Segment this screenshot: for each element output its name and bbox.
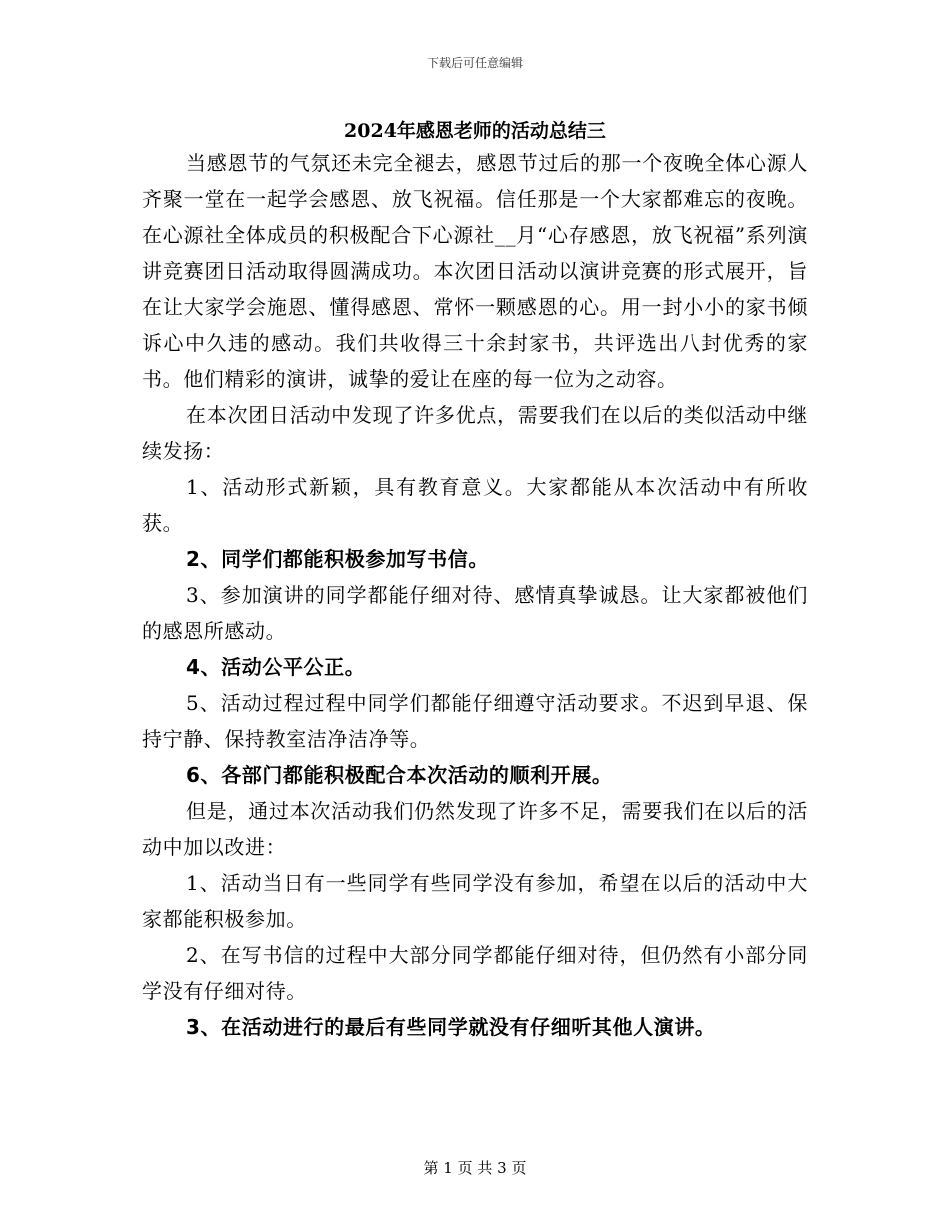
document-title: 2024年感恩老师的活动总结三 <box>344 120 606 142</box>
paragraph: 1、活动形式新颖，具有教育意义。大家都能从本次活动中有所收获。 <box>142 475 808 535</box>
paragraph: 但是，通过本次活动我们仍然发现了许多不足，需要我们在以后的活动中加以改进： <box>142 799 808 859</box>
paragraph: 3、参加演讲的同学都能仔细对待、感情真挚诚恳。让大家都被他们的感恩所感动。 <box>142 583 808 643</box>
paragraph-bold: 2、同学们都能积极参加写书信。 <box>186 547 489 571</box>
paragraph: 在本次团日活动中发现了许多优点，需要我们在以后的类似活动中继续发扬： <box>142 403 808 463</box>
page-header: 下载后可任意编辑 <box>426 56 523 70</box>
paragraph: 5、活动过程过程中同学们都能仔细遵守活动要求。不迟到早退、保持宁静、保持教室洁净洁净等。 <box>142 691 808 751</box>
paragraph-bold: 6、各部门都能积极配合本次活动的顺利开展。 <box>186 763 613 787</box>
paragraph: 1、活动当日有一些同学有些同学没有参加，希望在以后的活动中大家都能积极参加。 <box>142 871 808 931</box>
paragraph-bold: 3、在活动进行的最后有些同学就没有仔细听其他人演讲。 <box>186 1015 716 1039</box>
paragraph-bold: 4、活动公平公正。 <box>186 655 366 679</box>
document-body <box>142 145 808 1045</box>
paragraph: 2、在写书信的过程中大部分同学都能仔细对待，但仍然有小部分同学没有仔细对待。 <box>142 943 808 1003</box>
paragraph: 当感恩节的气氛还未完全褪去，感恩节过后的那一个夜晚全体心源人齐聚一堂在一起学会感恩、放飞祝福。信任那是一个大家都难忘的夜晚。在心源社全体成员的积极配合下心源社__月“心存感恩，放飞祝福”系列演讲竞赛团日活动取得圆满成功。本次团日活动以演讲竞赛的形式展开，旨在让大家学会施恩、懂得感恩、常怀一颗感恩的心。用一封小小的家书倾诉心中久违的感动。我们共收得三十余封家书，共评选出八封优秀的家书。他们精彩的演讲，诚挚的爱让在座的每一位为之动容。 <box>142 151 808 391</box>
page-number: 第 1 页 共 3 页 <box>423 1159 527 1177</box>
